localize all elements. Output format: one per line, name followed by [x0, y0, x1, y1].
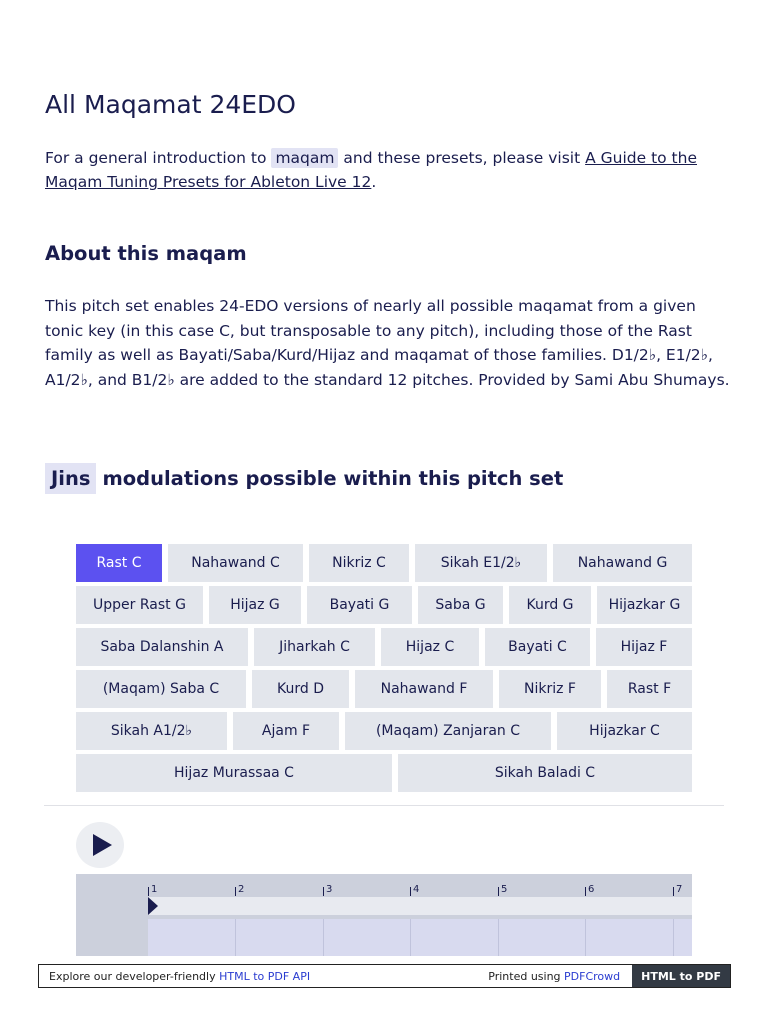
jins-button-sikah-a[interactable]: Sikah A1/2♭ — [76, 712, 227, 750]
timeline-ruler[interactable] — [148, 874, 692, 896]
jins-button-hijaz-murassaa-c[interactable]: Hijaz Murassaa C — [76, 754, 392, 792]
jins-button-sikah-e[interactable]: Sikah E1/2♭ — [415, 544, 547, 582]
footer-mid-text: Printed using — [488, 969, 565, 983]
jins-button-hijazkar-g[interactable]: Hijazkar G — [597, 586, 692, 624]
jins-button-saba-g[interactable]: Saba G — [418, 586, 503, 624]
jins-button-maqam-zanjaran-c[interactable]: (Maqam) Zanjaran C — [345, 712, 551, 750]
play-icon — [91, 833, 113, 857]
jins-button-grid — [76, 544, 692, 796]
ruler-label: 3 — [326, 884, 333, 895]
maqam-chip[interactable]: maqam — [271, 148, 338, 168]
jins-button-sikah-baladi-c[interactable]: Sikah Baladi C — [398, 754, 692, 792]
ruler-tick — [235, 887, 236, 896]
ruler-label: 1 — [151, 884, 158, 895]
piano-roll[interactable] — [76, 874, 692, 956]
jins-button-hijaz-g[interactable]: Hijaz G — [209, 586, 301, 624]
jins-button-bayati-c[interactable]: Bayati C — [485, 628, 590, 666]
jins-button-hijazkar-c[interactable]: Hijazkar C — [557, 712, 692, 750]
about-heading: About this maqam — [45, 242, 247, 265]
intro-paragraph — [45, 146, 725, 194]
jins-row — [76, 712, 692, 750]
ruler-tick — [323, 887, 324, 896]
jins-button-kurd-d[interactable]: Kurd D — [252, 670, 349, 708]
intro-text-middle: and these presets, please visit — [338, 149, 586, 167]
ruler-tick — [148, 887, 149, 896]
playhead-marker-icon[interactable] — [148, 897, 158, 915]
jins-button-rast-c[interactable]: Rast C — [76, 544, 162, 582]
lane-divider — [498, 919, 499, 956]
html-to-pdf-api-link[interactable]: HTML to PDF API — [219, 969, 311, 983]
footer-left-text: Explore our developer-friendly — [49, 969, 220, 983]
jins-button-rast-f[interactable]: Rast F — [607, 670, 692, 708]
jins-button-maqam-saba-c[interactable]: (Maqam) Saba C — [76, 670, 246, 708]
ruler-label: 2 — [238, 884, 245, 895]
lane-divider — [673, 919, 674, 956]
jins-button-ajam-f[interactable]: Ajam F — [233, 712, 339, 750]
lane-divider — [323, 919, 324, 956]
ruler-label: 4 — [413, 884, 420, 895]
jins-button-nikriz-c[interactable]: Nikriz C — [309, 544, 409, 582]
ruler-tick — [410, 887, 411, 896]
jins-button-kurd-g[interactable]: Kurd G — [509, 586, 591, 624]
footer-left — [39, 970, 488, 983]
ruler-label: 5 — [501, 884, 508, 895]
pdf-footer — [38, 964, 731, 988]
jins-button-nikriz-f[interactable]: Nikriz F — [499, 670, 601, 708]
lane-divider — [410, 919, 411, 956]
ruler-tick — [673, 887, 674, 896]
jins-button-nahawand-f[interactable]: Nahawand F — [355, 670, 493, 708]
ruler-tick — [585, 887, 586, 896]
jins-button-upper-rast-g[interactable]: Upper Rast G — [76, 586, 203, 624]
page-title: All Maqamat 24EDO — [45, 90, 296, 119]
intro-text-before: For a general introduction to — [45, 149, 272, 167]
ruler-label: 6 — [588, 884, 595, 895]
jins-row — [76, 754, 692, 792]
jins-row — [76, 586, 692, 624]
guide-link[interactable]: A Guide to the Maqam Tuning Presets for Ableton Live 12 — [45, 149, 697, 191]
jins-row — [76, 544, 692, 582]
footer-mid — [488, 970, 632, 983]
lane-divider — [235, 919, 236, 956]
note-lanes[interactable] — [148, 919, 692, 956]
jins-button-hijaz-c[interactable]: Hijaz C — [381, 628, 479, 666]
jins-button-hijaz-f[interactable]: Hijaz F — [596, 628, 692, 666]
jins-chip[interactable]: Jins — [45, 463, 96, 494]
jins-heading-text: modulations possible within this pitch set — [102, 466, 564, 490]
loop-bar[interactable] — [148, 897, 692, 915]
jins-button-nahawand-g[interactable]: Nahawand G — [553, 544, 692, 582]
jins-heading — [45, 461, 563, 495]
jins-button-nahawand-c[interactable]: Nahawand C — [168, 544, 303, 582]
section-divider — [44, 805, 724, 806]
ruler-label: 7 — [676, 884, 683, 895]
ruler-tick — [498, 887, 499, 896]
html-to-pdf-button[interactable]: HTML to PDF — [632, 965, 730, 987]
jins-row — [76, 670, 692, 708]
about-paragraph: This pitch set enables 24-EDO versions of nearly all possible maqamat from a given tonic key (in this case C, but transposable to any pitch), including those of the Rast family as well as Bayati/Saba/Kurd/Hijaz and maqamat of those families. D1/2♭, E1/2♭, A1/2♭, and B1/2♭ are added to the standard 12 pitches. Provided by Sami Abu Shumays. — [45, 297, 730, 389]
pdfcrowd-link[interactable]: PDFCrowd — [564, 969, 621, 983]
intro-text-after: . — [371, 173, 377, 191]
jins-row — [76, 628, 692, 666]
jins-button-saba-dalanshin-a[interactable]: Saba Dalanshin A — [76, 628, 248, 666]
jins-button-bayati-g[interactable]: Bayati G — [307, 586, 412, 624]
jins-button-jiharkah-c[interactable]: Jiharkah C — [254, 628, 375, 666]
play-button[interactable] — [76, 822, 124, 868]
lane-divider — [585, 919, 586, 956]
